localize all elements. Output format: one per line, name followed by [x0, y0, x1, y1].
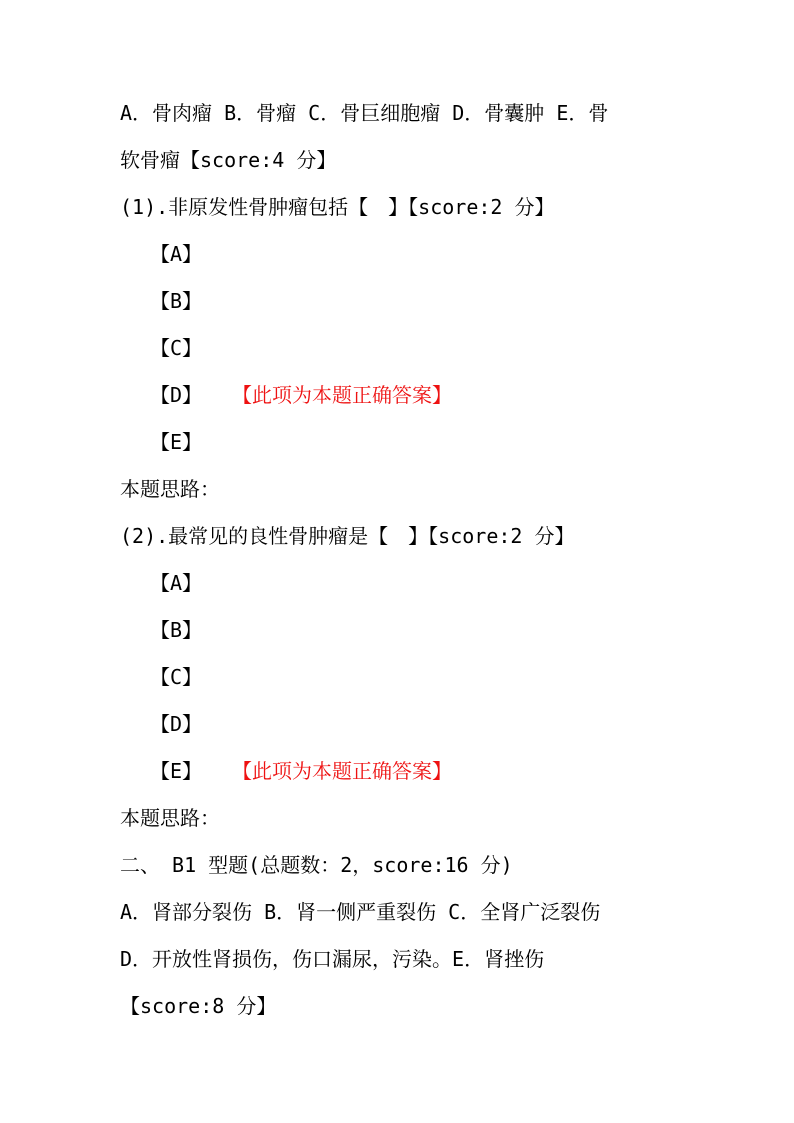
options-line: D．开放性肾损伤，伤口漏尿，污染。E．肾挫伤 [120, 947, 545, 971]
correct-answer-marker: 【此项为本题正确答案】 [242, 759, 453, 783]
question-stem: (2).最常见的良性骨肿瘤是【 】【score:2 分】 [120, 524, 575, 548]
option-a: 【A】 [150, 242, 203, 266]
option-c: 【C】 [150, 665, 203, 689]
score-label: 【score:8 分】 [120, 994, 277, 1018]
section-title: 二、 B1 型题(总题数：2，score:16 分) [120, 853, 513, 877]
option-b: 【B】 [150, 618, 203, 642]
options-line: A．骨肉瘤 B．骨瘤 C．骨巨细胞瘤 D．骨囊肿 E．骨 [120, 101, 609, 125]
correct-answer-marker: 【此项为本题正确答案】 [242, 383, 453, 407]
option-d: 【D】 [150, 712, 203, 736]
options-line: A．肾部分裂伤 B．肾一侧严重裂伤 C．全肾广泛裂伤 [120, 900, 601, 924]
analysis-label: 本题思路： [120, 806, 220, 830]
option-e-row [150, 758, 452, 784]
option-e: 【E】 [150, 430, 203, 454]
option-b: 【B】 [150, 289, 203, 313]
option-d-row [150, 382, 452, 408]
option-a: 【A】 [150, 571, 203, 595]
option-c: 【C】 [150, 336, 203, 360]
analysis-label: 本题思路： [120, 477, 220, 501]
options-line: 软骨瘤【score:4 分】 [120, 148, 337, 172]
option-d: 【D】 [150, 383, 203, 407]
option-e: 【E】 [150, 759, 203, 783]
question-stem: (1).非原发性骨肿瘤包括【 】【score:2 分】 [120, 195, 555, 219]
